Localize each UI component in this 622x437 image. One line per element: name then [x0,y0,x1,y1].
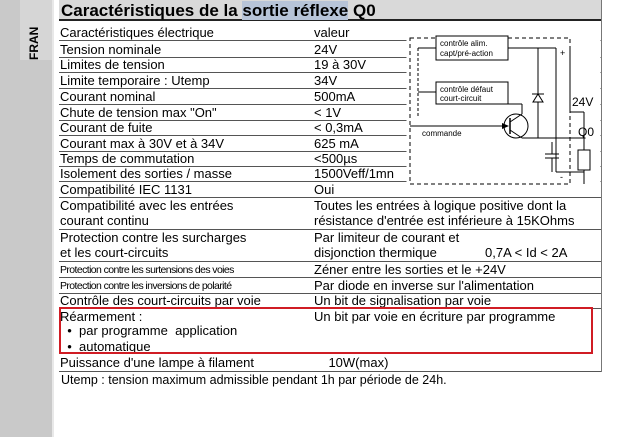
minus-label: - [560,172,563,182]
language-tab-label: FRAN [27,26,41,60]
page-title [61,1,376,21]
table-row [59,263,601,278]
row-label: Courant nominal [60,89,156,104]
row-label: Temps de commutation [60,151,195,166]
header-label: Caractéristiques électrique [60,25,214,40]
row-value [314,245,568,260]
row-label: et les court-circuits [60,245,169,260]
table-row [59,279,601,294]
row-value-range: 0,7A < Id < 2A [485,245,568,260]
row-value: 500mA [314,89,356,104]
box2-line2: court-circuit [440,94,482,103]
row-value: <500µs [314,151,358,166]
row-label: Puissance d'une lampe à filament [60,355,254,370]
circuit-diagram [406,24,601,190]
table-row [59,214,601,230]
table-row [59,231,601,246]
row-value-text: disjonction thermique [314,245,437,260]
row-label: Limites de tension [60,57,165,72]
row-label: Réarmement : [60,309,143,324]
row-label: Chute de tension max "On" [60,105,217,120]
row-value: Zéner entre les sorties et le +24V [314,262,506,277]
highlight-box [59,307,593,354]
row-value: 24V [314,42,338,57]
row-label: Contrôle des court-circuits par voie [60,293,261,308]
row-value: Un bit de signalisation par voie [314,293,492,308]
row-label: • automatique [60,339,151,354]
row-value: < 1V [314,105,342,120]
table-right-border [601,0,602,372]
row-label: Protection contre les inversions de polarité [60,280,232,292]
row-value: 10W(max) [314,355,389,370]
row-label: • par programme application [60,323,238,338]
row-label: Isolement des sorties / masse [60,166,232,181]
row-label: Limite temporaire : Utemp [60,73,210,88]
row-value: 1500Veff/1mn [314,166,394,181]
row-label: Compatibilité avec les entrées [60,198,234,213]
row-value: Toutes les entrées à logique positive dont la [314,198,567,213]
row-value: Par diode en inverse sur l'alimentation [314,278,534,293]
box1-line1: contrôle alim. [440,39,488,48]
plus-label: + [560,48,566,58]
table-row [59,246,601,262]
row-label: Courant de fuite [60,120,153,135]
voltage-label: 24V [572,95,594,109]
row-value: Par limiteur de courant et [314,230,460,245]
footnote: Utemp : tension maximum admissible pendant 1h par période de 24h. [61,373,447,387]
row-value: 19 à 30V [314,57,367,72]
box2-line1: contrôle défaut [440,85,493,94]
side-bar [0,0,52,437]
title-suffix: Q0 [348,1,376,20]
page-edge [52,0,54,437]
output-label: Q0 [578,125,595,139]
row-label: Compatibilité IEC 1131 [60,182,192,197]
row-label: Protection contre les surcharges [60,230,247,245]
row-value: Un bit par voie en écriture par programme [314,309,556,324]
table-row [59,356,601,372]
row-label: Tension nominale [60,42,162,57]
row-label: Protection contre les surtensions des voies [60,264,234,276]
load-resistor [578,150,590,170]
row-label: Courant max à 30V et à 34V [60,136,225,151]
title-highlight: sortie réflexe [242,1,349,20]
title-prefix: Caractéristiques de la [61,1,243,20]
command-label: commande [422,129,462,138]
row-value: résistance d'entrée est inférieure à 15KOhms [314,213,575,228]
row-label: courant continu [60,213,149,228]
box1-line2: capt/pré-action [440,49,493,58]
row-value: Oui [314,182,335,197]
row-value: < 0,3mA [314,120,363,135]
row-value: 625 mA [314,136,359,151]
header-value: valeur [314,25,350,40]
row-value: 34V [314,73,338,88]
table-row [59,199,601,214]
